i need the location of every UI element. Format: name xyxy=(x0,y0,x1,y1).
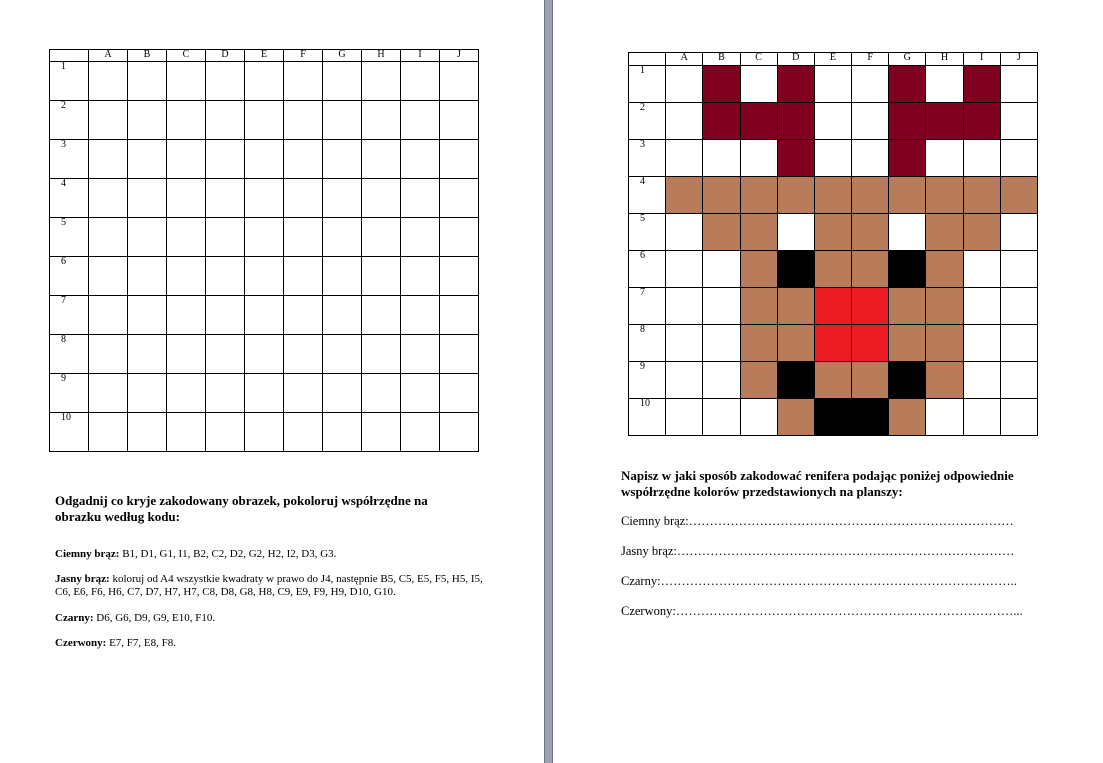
grid-cell-g6 xyxy=(889,251,926,288)
grid-cell-f7[interactable] xyxy=(284,296,323,335)
clue-dark-brown-text: B1, D1, G1, I1, B2, C2, D2, G2, H2, I2, D3, G3. xyxy=(119,548,337,560)
page-divider xyxy=(542,0,555,763)
right-worksheet-page xyxy=(555,0,1103,763)
clue-red-text: E7, F7, E8, F8. xyxy=(106,637,177,649)
answer-line-dark-brown: Ciemny brąz:…………………………………………………………………… xyxy=(621,514,1014,528)
row-label-9: 9 xyxy=(629,362,666,399)
grid-cell-b8 xyxy=(703,325,740,362)
grid-cell-g5[interactable] xyxy=(323,218,362,257)
grid-row xyxy=(629,325,1038,362)
clue-light-brown xyxy=(55,573,485,599)
grid-cell-j8[interactable] xyxy=(440,335,479,374)
row-label-2: 2 xyxy=(629,103,666,140)
row-label-4: 4 xyxy=(50,179,89,218)
grid-cell-a7[interactable] xyxy=(89,296,128,335)
grid-cell-d7[interactable] xyxy=(206,296,245,335)
grid-cell-e7 xyxy=(814,288,851,325)
grid-cell-g9 xyxy=(889,362,926,399)
grid-cell-c4 xyxy=(740,177,777,214)
grid-row xyxy=(629,140,1038,177)
grid-cell-i8[interactable] xyxy=(401,335,440,374)
clue-light-brown-text: koloruj od A4 wszystkie kwadraty w prawo do J4, następnie B5, C5, E5, F5, H5, I5, C6, E6, F6, H6, C7, D7, H7, H7, C8, D8, G8, H8, C9, E9, F9, H9, D10, G10. xyxy=(55,573,483,598)
grid-cell-j7 xyxy=(1000,288,1037,325)
grid-row xyxy=(50,257,479,296)
grid-cell-j5[interactable] xyxy=(440,218,479,257)
grid-cell-e4 xyxy=(814,177,851,214)
right-instructions-heading: Napisz w jaki sposób zakodować renifera podając poniżej odpowiednie współrzędne kolorów przedstawionych na planszy: xyxy=(621,468,1014,499)
grid-cell-i1[interactable] xyxy=(401,62,440,101)
grid-cell-e2 xyxy=(814,103,851,140)
grid-cell-h10[interactable] xyxy=(362,413,401,452)
divider-bar xyxy=(544,0,553,763)
grid-cell-f10[interactable] xyxy=(284,413,323,452)
grid-cell-e5[interactable] xyxy=(245,218,284,257)
grid-cell-b5[interactable] xyxy=(128,218,167,257)
grid-row xyxy=(629,214,1038,251)
clue-red-label: Czerwony: xyxy=(55,637,107,649)
grid-cell-d8 xyxy=(777,325,814,362)
grid-cell-d10[interactable] xyxy=(206,413,245,452)
grid-cell-c10 xyxy=(740,399,777,436)
grid-cell-b3[interactable] xyxy=(128,140,167,179)
answer-line-light-brown: Jasny brąz:……………………………………………………………………… xyxy=(621,544,1015,558)
grid-cell-i8 xyxy=(963,325,1000,362)
row-label-8: 8 xyxy=(629,325,666,362)
grid-cell-f9 xyxy=(852,362,889,399)
grid-cell-c8 xyxy=(740,325,777,362)
row-label-5: 5 xyxy=(629,214,666,251)
grid-cell-a4[interactable] xyxy=(89,179,128,218)
grid-cell-h3 xyxy=(926,140,963,177)
grid-cell-h10 xyxy=(926,399,963,436)
grid-cell-e5 xyxy=(814,214,851,251)
grid-cell-d7 xyxy=(777,288,814,325)
grid-cell-i5 xyxy=(963,214,1000,251)
grid-cell-c5[interactable] xyxy=(167,218,206,257)
grid-cell-b7 xyxy=(703,288,740,325)
column-header-j: J xyxy=(440,50,479,62)
grid-cell-b6 xyxy=(703,251,740,288)
grid-cell-a2 xyxy=(666,103,703,140)
left-instructions-heading: Odgadnij co kryje zakodowany obrazek, pokoloruj współrzędne na obrazku według kodu: xyxy=(55,493,428,524)
row-label-8: 8 xyxy=(50,335,89,374)
grid-cell-a5 xyxy=(666,214,703,251)
grid-row xyxy=(50,179,479,218)
grid-cell-e10 xyxy=(814,399,851,436)
column-header-a: A xyxy=(89,50,128,62)
row-label-7: 7 xyxy=(50,296,89,335)
grid-row xyxy=(50,218,479,257)
grid-cell-a1 xyxy=(666,66,703,103)
clue-dark-brown-label: Ciemny brąz: xyxy=(55,548,120,560)
corner-cell xyxy=(629,53,666,66)
grid-cell-b5 xyxy=(703,214,740,251)
column-header-h: H xyxy=(362,50,401,62)
grid-cell-i9[interactable] xyxy=(401,374,440,413)
grid-row xyxy=(629,251,1038,288)
grid-cell-e10[interactable] xyxy=(245,413,284,452)
grid-cell-e9[interactable] xyxy=(245,374,284,413)
column-header-g: G xyxy=(889,53,926,66)
grid-cell-g5 xyxy=(889,214,926,251)
grid-cell-d4[interactable] xyxy=(206,179,245,218)
grid-cell-b3 xyxy=(703,140,740,177)
grid-cell-c3 xyxy=(740,140,777,177)
grid-cell-d8[interactable] xyxy=(206,335,245,374)
column-header-c: C xyxy=(167,50,206,62)
grid-cell-h1[interactable] xyxy=(362,62,401,101)
grid-cell-d9[interactable] xyxy=(206,374,245,413)
column-header-g: G xyxy=(323,50,362,62)
grid-cell-h6[interactable] xyxy=(362,257,401,296)
grid-cell-j2 xyxy=(1000,103,1037,140)
grid-cell-c7[interactable] xyxy=(167,296,206,335)
grid-cell-j1 xyxy=(1000,66,1037,103)
grid-cell-b4 xyxy=(703,177,740,214)
column-header-j: J xyxy=(1000,53,1037,66)
grid-cell-a9[interactable] xyxy=(89,374,128,413)
grid-cell-f2 xyxy=(852,103,889,140)
grid-cell-h9[interactable] xyxy=(362,374,401,413)
grid-cell-a8 xyxy=(666,325,703,362)
grid-cell-g2 xyxy=(889,103,926,140)
grid-cell-i3 xyxy=(963,140,1000,177)
row-label-2: 2 xyxy=(50,101,89,140)
grid-cell-c2 xyxy=(740,103,777,140)
grid-cell-f8 xyxy=(852,325,889,362)
grid-cell-c5 xyxy=(740,214,777,251)
grid-cell-e6[interactable] xyxy=(245,257,284,296)
grid-cell-g10[interactable] xyxy=(323,413,362,452)
reindeer-picture-grid xyxy=(628,52,1038,436)
grid-cell-f4 xyxy=(852,177,889,214)
clue-black-label: Czarny: xyxy=(55,612,94,624)
grid-cell-d6 xyxy=(777,251,814,288)
column-header-e: E xyxy=(245,50,284,62)
grid-cell-f1 xyxy=(852,66,889,103)
grid-cell-g8 xyxy=(889,325,926,362)
grid-cell-c3[interactable] xyxy=(167,140,206,179)
grid-cell-h7[interactable] xyxy=(362,296,401,335)
grid-row xyxy=(50,140,479,179)
grid-cell-i4 xyxy=(963,177,1000,214)
row-label-3: 3 xyxy=(629,140,666,177)
grid-cell-h5 xyxy=(926,214,963,251)
grid-cell-a1[interactable] xyxy=(89,62,128,101)
grid-cell-c1[interactable] xyxy=(167,62,206,101)
grid-cell-j10[interactable] xyxy=(440,413,479,452)
grid-cell-j9 xyxy=(1000,362,1037,399)
grid-cell-e6 xyxy=(814,251,851,288)
grid-cell-f5[interactable] xyxy=(284,218,323,257)
column-header-i: I xyxy=(963,53,1000,66)
grid-cell-b10 xyxy=(703,399,740,436)
grid-cell-b8[interactable] xyxy=(128,335,167,374)
clue-red xyxy=(55,637,485,650)
grid-cell-d1 xyxy=(777,66,814,103)
grid-row xyxy=(629,177,1038,214)
row-label-9: 9 xyxy=(50,374,89,413)
column-header-row xyxy=(629,53,1038,66)
grid-cell-j3 xyxy=(1000,140,1037,177)
grid-cell-c9[interactable] xyxy=(167,374,206,413)
grid-cell-i10 xyxy=(963,399,1000,436)
left-worksheet-page xyxy=(0,0,542,763)
row-label-10: 10 xyxy=(629,399,666,436)
row-label-7: 7 xyxy=(629,288,666,325)
grid-cell-b6[interactable] xyxy=(128,257,167,296)
grid-cell-g1 xyxy=(889,66,926,103)
column-header-h: H xyxy=(926,53,963,66)
grid-cell-a3 xyxy=(666,140,703,177)
grid-cell-j9[interactable] xyxy=(440,374,479,413)
grid-cell-a6[interactable] xyxy=(89,257,128,296)
grid-row xyxy=(50,62,479,101)
grid-cell-j10 xyxy=(1000,399,1037,436)
grid-cell-f1[interactable] xyxy=(284,62,323,101)
grid-cell-a6 xyxy=(666,251,703,288)
grid-cell-i6[interactable] xyxy=(401,257,440,296)
grid-cell-h8[interactable] xyxy=(362,335,401,374)
grid-cell-c2[interactable] xyxy=(167,101,206,140)
grid-cell-a3[interactable] xyxy=(89,140,128,179)
grid-cell-f9[interactable] xyxy=(284,374,323,413)
grid-cell-f6 xyxy=(852,251,889,288)
grid-cell-h4 xyxy=(926,177,963,214)
grid-cell-h2 xyxy=(926,103,963,140)
grid-cell-e8[interactable] xyxy=(245,335,284,374)
row-label-6: 6 xyxy=(50,257,89,296)
column-header-e: E xyxy=(814,53,851,66)
grid-cell-d4 xyxy=(777,177,814,214)
grid-cell-b7[interactable] xyxy=(128,296,167,335)
grid-cell-d3[interactable] xyxy=(206,140,245,179)
grid-cell-h5[interactable] xyxy=(362,218,401,257)
grid-cell-j5 xyxy=(1000,214,1037,251)
grid-cell-f3[interactable] xyxy=(284,140,323,179)
grid-cell-a4 xyxy=(666,177,703,214)
grid-cell-d6[interactable] xyxy=(206,257,245,296)
grid-cell-g2[interactable] xyxy=(323,101,362,140)
grid-cell-b2 xyxy=(703,103,740,140)
grid-cell-f8[interactable] xyxy=(284,335,323,374)
column-header-row xyxy=(50,50,479,62)
grid-cell-g3 xyxy=(889,140,926,177)
grid-cell-e2[interactable] xyxy=(245,101,284,140)
grid-cell-a9 xyxy=(666,362,703,399)
grid-cell-i3[interactable] xyxy=(401,140,440,179)
grid-cell-d1[interactable] xyxy=(206,62,245,101)
column-header-b: B xyxy=(703,53,740,66)
grid-cell-d3 xyxy=(777,140,814,177)
grid-cell-e8 xyxy=(814,325,851,362)
grid-cell-h2[interactable] xyxy=(362,101,401,140)
grid-cell-e7[interactable] xyxy=(245,296,284,335)
grid-cell-j2[interactable] xyxy=(440,101,479,140)
answer-line-red: Czerwony:………………………………………………………………………... xyxy=(621,604,1023,618)
grid-row xyxy=(50,101,479,140)
grid-cell-i10[interactable] xyxy=(401,413,440,452)
grid-cell-d9 xyxy=(777,362,814,399)
grid-row xyxy=(629,362,1038,399)
column-header-c: C xyxy=(740,53,777,66)
grid-cell-b4[interactable] xyxy=(128,179,167,218)
grid-cell-i9 xyxy=(963,362,1000,399)
clue-black-text: D6, G6, D9, G9, E10, F10. xyxy=(93,612,216,624)
grid-cell-i7 xyxy=(963,288,1000,325)
grid-cell-e3[interactable] xyxy=(245,140,284,179)
grid-cell-f3 xyxy=(852,140,889,177)
grid-cell-g9[interactable] xyxy=(323,374,362,413)
grid-cell-d2[interactable] xyxy=(206,101,245,140)
grid-cell-e1[interactable] xyxy=(245,62,284,101)
column-header-i: I xyxy=(401,50,440,62)
grid-cell-j6 xyxy=(1000,251,1037,288)
grid-cell-g7 xyxy=(889,288,926,325)
grid-cell-j4[interactable] xyxy=(440,179,479,218)
grid-cell-g10 xyxy=(889,399,926,436)
grid-cell-c6[interactable] xyxy=(167,257,206,296)
corner-cell xyxy=(50,50,89,62)
row-label-1: 1 xyxy=(50,62,89,101)
grid-cell-c7 xyxy=(740,288,777,325)
grid-row xyxy=(50,413,479,452)
column-header-d: D xyxy=(777,53,814,66)
grid-row xyxy=(629,288,1038,325)
grid-cell-h7 xyxy=(926,288,963,325)
grid-cell-j4 xyxy=(1000,177,1037,214)
grid-cell-a7 xyxy=(666,288,703,325)
grid-cell-g4[interactable] xyxy=(323,179,362,218)
answer-line-black: Czarny:………………………………………………………………………….. xyxy=(621,574,1017,588)
grid-cell-h8 xyxy=(926,325,963,362)
clue-black xyxy=(55,612,485,625)
grid-cell-f4[interactable] xyxy=(284,179,323,218)
grid-cell-b9[interactable] xyxy=(128,374,167,413)
grid-cell-d2 xyxy=(777,103,814,140)
column-header-b: B xyxy=(128,50,167,62)
grid-cell-i6 xyxy=(963,251,1000,288)
grid-row xyxy=(50,335,479,374)
grid-cell-f2[interactable] xyxy=(284,101,323,140)
grid-cell-i4[interactable] xyxy=(401,179,440,218)
grid-cell-c9 xyxy=(740,362,777,399)
grid-row xyxy=(629,66,1038,103)
grid-cell-b1 xyxy=(703,66,740,103)
column-header-d: D xyxy=(206,50,245,62)
grid-cell-a8[interactable] xyxy=(89,335,128,374)
grid-cell-h1 xyxy=(926,66,963,103)
grid-cell-h6 xyxy=(926,251,963,288)
grid-cell-i2[interactable] xyxy=(401,101,440,140)
grid-cell-b10[interactable] xyxy=(128,413,167,452)
column-header-f: F xyxy=(852,53,889,66)
grid-cell-a10 xyxy=(666,399,703,436)
grid-cell-j7[interactable] xyxy=(440,296,479,335)
row-label-10: 10 xyxy=(50,413,89,452)
grid-cell-e9 xyxy=(814,362,851,399)
row-label-3: 3 xyxy=(50,140,89,179)
grid-cell-i2 xyxy=(963,103,1000,140)
grid-row xyxy=(629,399,1038,436)
grid-cell-h4[interactable] xyxy=(362,179,401,218)
grid-cell-a10[interactable] xyxy=(89,413,128,452)
grid-cell-j3[interactable] xyxy=(440,140,479,179)
grid-cell-b9 xyxy=(703,362,740,399)
grid-cell-c1 xyxy=(740,66,777,103)
grid-cell-d10 xyxy=(777,399,814,436)
grid-cell-i1 xyxy=(963,66,1000,103)
grid-cell-g8[interactable] xyxy=(323,335,362,374)
row-label-4: 4 xyxy=(629,177,666,214)
blank-coloring-grid xyxy=(49,49,479,452)
grid-cell-g3[interactable] xyxy=(323,140,362,179)
grid-cell-e1 xyxy=(814,66,851,103)
row-label-1: 1 xyxy=(629,66,666,103)
clue-light-brown-label: Jasny brąz: xyxy=(55,573,110,585)
grid-cell-d5[interactable] xyxy=(206,218,245,257)
grid-cell-h9 xyxy=(926,362,963,399)
grid-cell-i7[interactable] xyxy=(401,296,440,335)
grid-cell-j6[interactable] xyxy=(440,257,479,296)
grid-cell-f6[interactable] xyxy=(284,257,323,296)
clue-dark-brown xyxy=(55,548,485,561)
grid-cell-g1[interactable] xyxy=(323,62,362,101)
grid-cell-d5 xyxy=(777,214,814,251)
grid-cell-i5[interactable] xyxy=(401,218,440,257)
grid-cell-b2[interactable] xyxy=(128,101,167,140)
grid-cell-g7[interactable] xyxy=(323,296,362,335)
grid-row xyxy=(629,103,1038,140)
grid-cell-c10[interactable] xyxy=(167,413,206,452)
grid-cell-f5 xyxy=(852,214,889,251)
grid-cell-j8 xyxy=(1000,325,1037,362)
grid-cell-c4[interactable] xyxy=(167,179,206,218)
grid-cell-b1[interactable] xyxy=(128,62,167,101)
row-label-6: 6 xyxy=(629,251,666,288)
grid-cell-c6 xyxy=(740,251,777,288)
grid-cell-j1[interactable] xyxy=(440,62,479,101)
grid-cell-a5[interactable] xyxy=(89,218,128,257)
grid-cell-g4 xyxy=(889,177,926,214)
grid-cell-f10 xyxy=(852,399,889,436)
grid-cell-h3[interactable] xyxy=(362,140,401,179)
column-header-f: F xyxy=(284,50,323,62)
row-label-5: 5 xyxy=(50,218,89,257)
grid-cell-e4[interactable] xyxy=(245,179,284,218)
grid-cell-c8[interactable] xyxy=(167,335,206,374)
grid-cell-g6[interactable] xyxy=(323,257,362,296)
grid-cell-a2[interactable] xyxy=(89,101,128,140)
grid-row xyxy=(50,296,479,335)
grid-cell-f7 xyxy=(852,288,889,325)
grid-row xyxy=(50,374,479,413)
grid-cell-e3 xyxy=(814,140,851,177)
column-header-a: A xyxy=(666,53,703,66)
